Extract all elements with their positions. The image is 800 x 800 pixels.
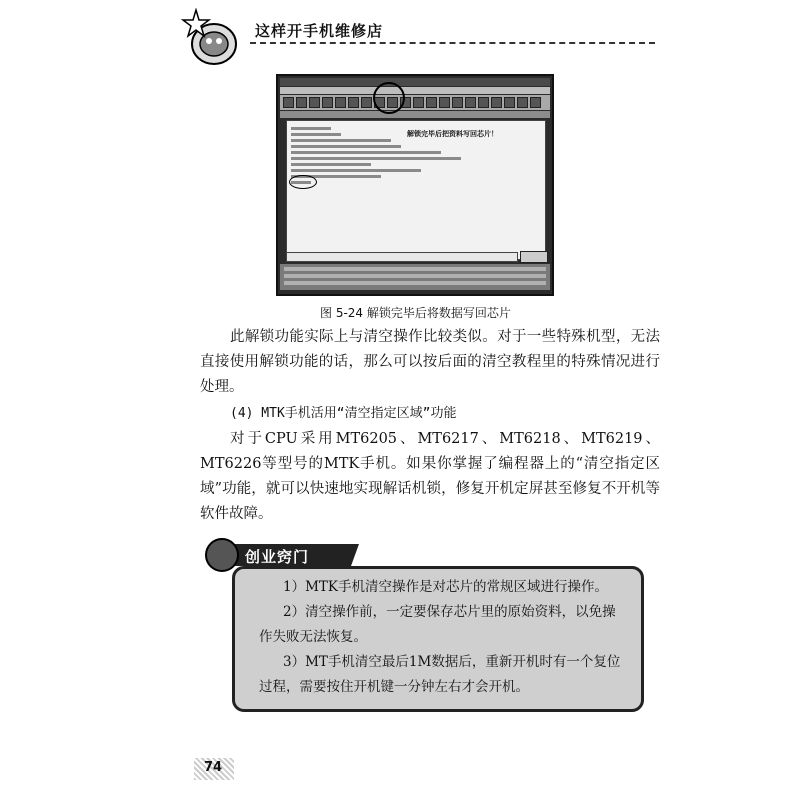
highlight-circle — [289, 175, 317, 189]
toolbar-icon — [322, 97, 333, 108]
status-row — [284, 267, 546, 271]
toolbar-icon — [426, 97, 437, 108]
toolbar-icon — [348, 97, 359, 108]
log-line — [291, 145, 401, 148]
toolbar-icon — [452, 97, 463, 108]
toolbar-icon — [309, 97, 320, 108]
figure-menubar — [280, 87, 550, 94]
figure-infobar — [280, 111, 550, 118]
toolbar-icon — [413, 97, 424, 108]
log-line — [291, 151, 441, 154]
figure-toolbar — [280, 95, 550, 110]
toolbar-icon — [504, 97, 515, 108]
status-row — [284, 281, 546, 285]
figure-progress-bar — [286, 252, 518, 262]
log-line — [291, 169, 421, 172]
section-subheading: (4) MTK手机活用“清空指定区域”功能 — [230, 406, 457, 421]
tip-item: 2）清空操作前，一定要保存芯片里的原始资料，以免操作失败无法恢复。 — [259, 604, 616, 645]
header-divider — [250, 42, 655, 44]
log-line — [291, 133, 341, 136]
log-line — [291, 157, 461, 160]
page-number: 74 — [204, 760, 223, 775]
toolbar-icon — [530, 97, 541, 108]
tips-label: 创业窍门 — [245, 548, 310, 566]
toolbar-highlight-circle — [373, 82, 405, 114]
toolbar-icon — [491, 97, 502, 108]
mascot-icon — [205, 538, 239, 572]
tip-item: 1）MTK手机清空操作是对芯片的常规区域进行操作。 — [283, 579, 609, 595]
mascot-star-logo — [176, 8, 246, 68]
body-paragraph: 对于CPU采用MT6205、MT6217、MT6218、MT6219、MT6226等型号的MTK手机。如果你掌握了编程器上的“清空指定区域”功能，就可以快速地实现解话机锁，修复开机定屏甚至修复不开机等软件故障。 — [200, 431, 660, 522]
toolbar-icon — [283, 97, 294, 108]
running-header-title: 这样开手机维修店 — [255, 22, 384, 40]
toolbar-icon — [335, 97, 346, 108]
tip-item: 3）MT手机清空最后1M数据后，重新开机时有一个复位过程，需要按住开机键一分钟左右才会开机。 — [259, 654, 621, 695]
toolbar-icon — [478, 97, 489, 108]
figure-statusbar — [280, 264, 550, 290]
toolbar-icon — [361, 97, 372, 108]
tips-box — [232, 566, 644, 712]
figure-window-titlebar — [280, 78, 550, 86]
software-screenshot-figure — [276, 74, 554, 296]
toolbar-icon — [465, 97, 476, 108]
figure-log-area — [286, 120, 546, 260]
log-line — [291, 163, 371, 166]
body-paragraph: 此解锁功能实际上与清空操作比较类似。对于一些特殊机型，无法直接使用解锁功能的话，那么可以按后面的清空教程里的特殊情况进行处理。 — [200, 329, 660, 395]
figure-headline: 解锁完毕后把资料写回芯片！ — [407, 130, 498, 138]
toolbar-icon — [439, 97, 450, 108]
log-line — [291, 127, 331, 130]
figure-caption: 图 5-24 解锁完毕后将数据写回芯片 — [320, 306, 511, 320]
figure-stop-button — [520, 251, 548, 263]
toolbar-icon — [296, 97, 307, 108]
status-row — [284, 274, 546, 278]
toolbar-icon — [517, 97, 528, 108]
log-line — [291, 139, 391, 142]
